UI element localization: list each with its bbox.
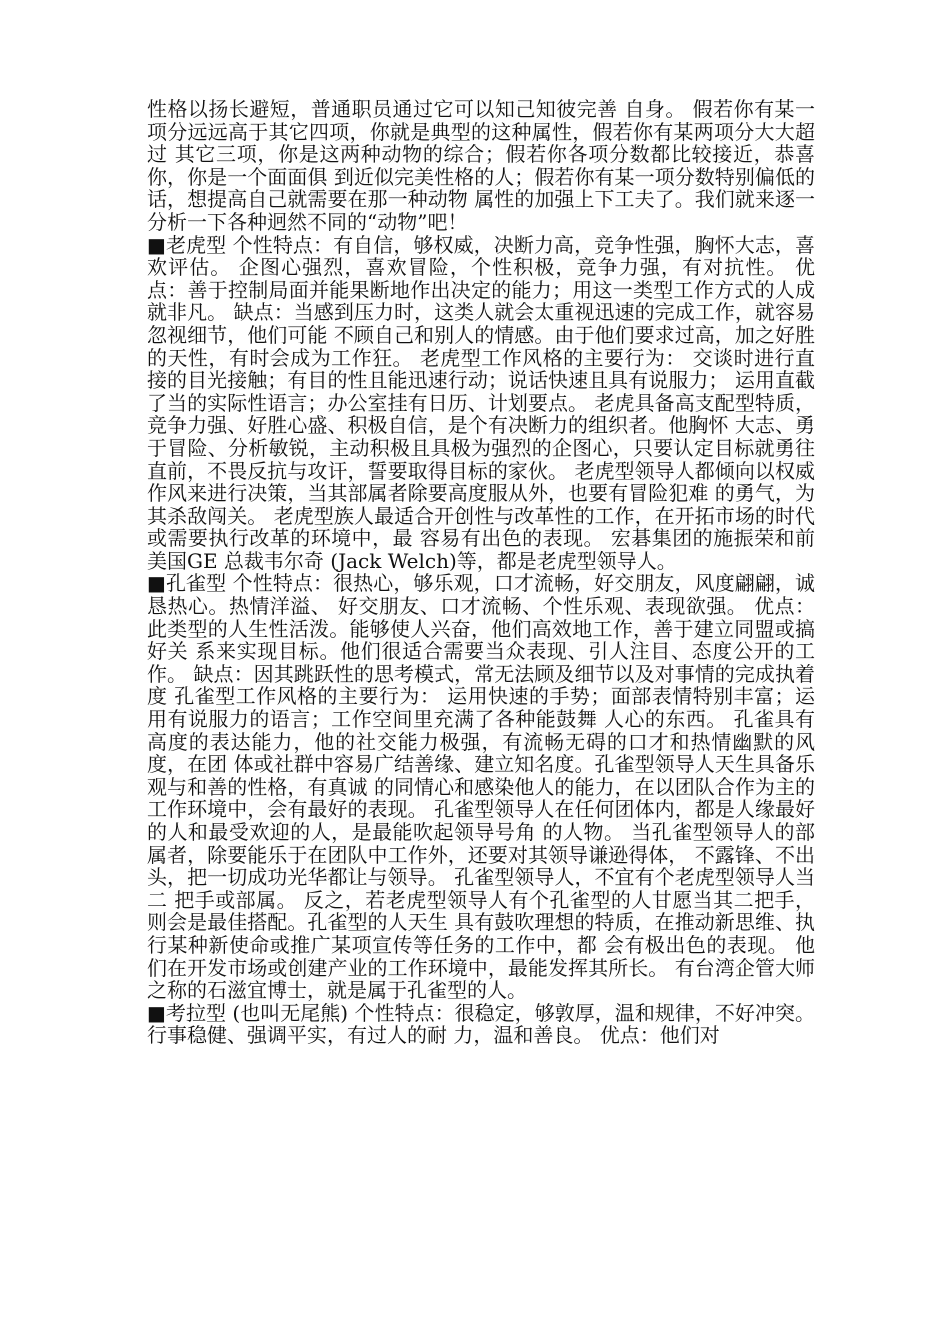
paragraph-tiger-type: ■老虎型 个性特点：有自信，够权威，决断力高，竞争性强，胸怀大志，喜欢评估。 企图心强烈，喜欢冒险，个性积极，竞争力强，有对抗性。 优点：善于控制局面并能果断地作出决定的能力；用这一类型工作方式的人成就非凡。 缺点：当感到压力时，这类人就会太重视迅速的完成工作，就容易忽视细节，他们可能 不顾自己和别人的情感。由于他们要求过高，加之好胜的天性，有时会成为工作狂。 老虎型工作风格的主要行为： 交谈时进行直接的目光接触；有目的性且能迅速行动；说话快速且具有说服力； 运用直截了当的实际性语言；办公室挂有日历、计划要点。 老虎具备高支配型特质，竞争力强、好胜心盛、积极自信，是个有决断力的组织者。他胸怀 大志、勇于冒险、分析敏锐，主动积极且具极为强烈的企图心，只要认定目标就勇往直前，不畏反抗与攻讦，誓要取得目标的家伙。 老虎型领导人都倾向以权威作风来进行决策，当其部属者除要高度服从外，也要有冒险犯难 的勇气，为其杀敌闯关。 老虎型族人最适合开创性与改革性的工作，在开拓市场的时代或需要执行改革的环境中，最 容易有出色的表现。 宏碁集团的施振荣和前美国GE 总裁韦尔奇 (Jack Welch)等，都是老虎型领导人。 <box>147 232 815 573</box>
paragraph-peacock-type: ■孔雀型 个性特点：很热心，够乐观，口才流畅，好交朋友，风度翩翩，诚恳热心。热情洋溢、 好交朋友、口才流畅、个性乐观、表现欲强。 优点：此类型的人生性活泼。能够使人兴奋，他们高效地工作，善于建立同盟或搞好关 系来实现目标。他们很适合需要当众表现、引人注目、态度公开的工作。 缺点：因其跳跃性的思考模式，常无法顾及细节以及对事情的完成执着度 孔雀型工作风格的主要行为： 运用快速的手势；面部表情特别丰富；运用有说服力的语言；工作空间里充满了各种能鼓舞 人心的东西。 孔雀具有高度的表达能力，他的社交能力极强，有流畅无碍的口才和热情幽默的风度，在团 体或社群中容易广结善缘、建立知名度。孔雀型领导人天生具备乐观与和善的性格，有真诚 的同情心和感染他人的能力，在以团队合作为主的工作环境中，会有最好的表现。 孔雀型领导人在任何团体内，都是人缘最好的人和最受欢迎的人，是最能吹起领导号角 的人物。 当孔雀型领导人的部属者，除要能乐于在团队中工作外，还要对其领导谦逊得体， 不露锋、不出头，把一切成功光华都让与领导。 孔雀型领导人，不宜有个老虎型领导人当二 把手或部属。 反之，若老虎型领导人有个孔雀型的人甘愿当其二把手，则会是最佳搭配。孔雀型的人天生 具有鼓吹理想的特质，在推动新思维、执行某种新使命或推广某项宣传等任务的工作中，都 会有极出色的表现。 他们在开发市场或创建产业的工作环境中，最能发挥其所长。 有台湾企管大师之称的石滋宜博士，就是属于孔雀型的人。 <box>147 571 815 1003</box>
paragraph-koala-type: ■考拉型 (也叫无尾熊) 个性特点：很稳定，够敦厚，温和规律，不好冲突。行事稳健、强调平实，有过人的耐 力，温和善良。 优点：他们对 <box>147 1000 815 1048</box>
document-page <box>147 98 815 1047</box>
paragraph-intro: 性格以扬长避短，普通职员通过它可以知己知彼完善 自身。 假若你有某一项分远远高于其它四项，你就是典型的这种属性，假若你有某两项分大大超过 其它三项，你是这两种动物的综合；假若你各项分数都比较接近，恭喜你，你是一个面面俱 到近似完美性格的人；假若你有某一项分数特别偏低的话，想提高自己就需要在那一种动物 属性的加强上下工夫了。我们就来逐一分析一下各种迥然不同的“动物”吧！ <box>147 97 815 234</box>
